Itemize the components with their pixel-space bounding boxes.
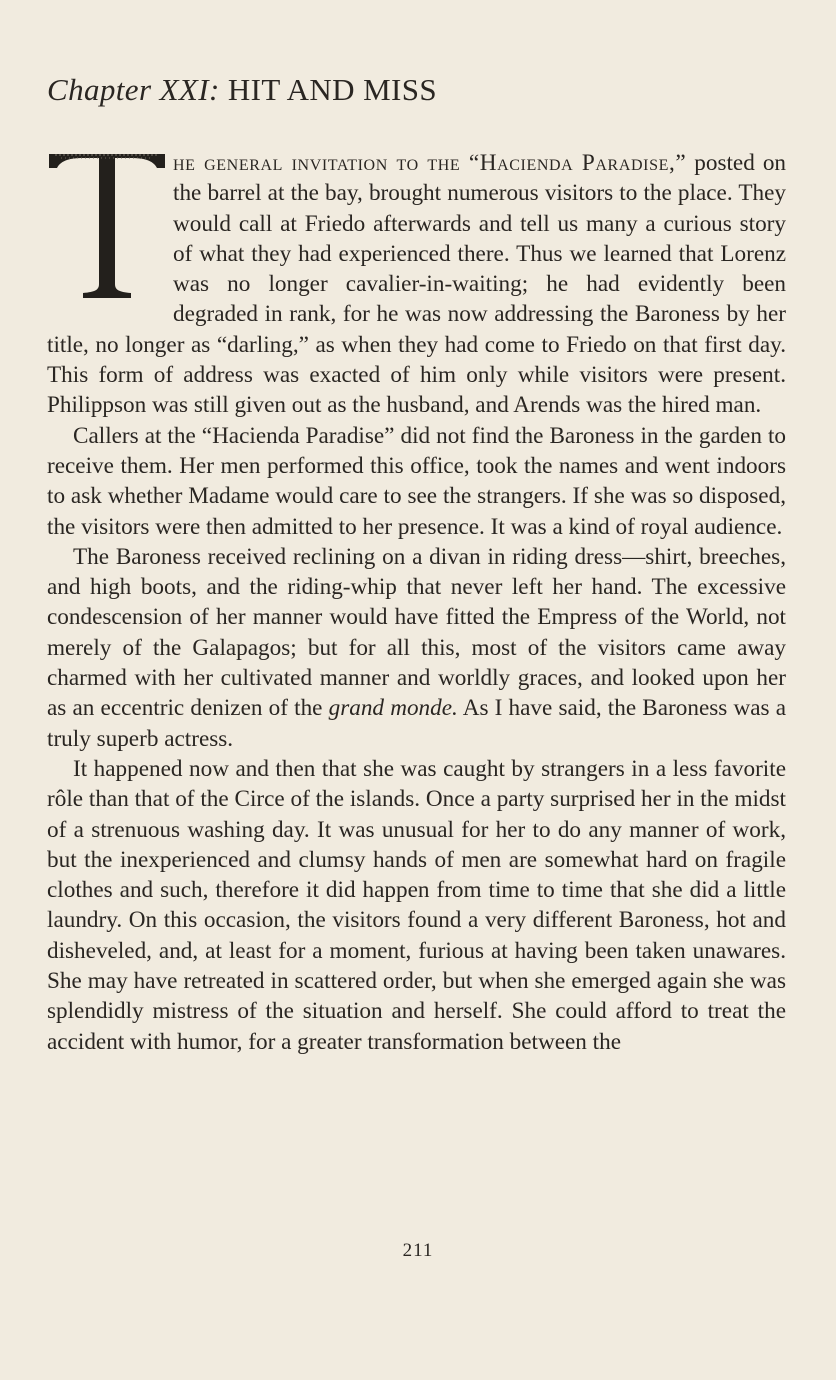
paragraph-1 bbox=[47, 148, 786, 421]
paragraph-3-text-before: The Baroness received reclining on a divan in riding dress—shirt, breeches, and high boots, and the riding-whip that never left her hand. The excessive condescension of her manner would have fitted the Empress of the World, not merely of the Galapagos; but for all this, most of the visitors came away charmed with her cultivated manner and worldly graces, and looked upon her as an eccentric denizen of the bbox=[47, 543, 786, 722]
chapter-title: HIT AND MISS bbox=[227, 72, 438, 107]
paragraph-3-italic-phrase: grand monde. bbox=[328, 695, 458, 722]
paragraph-3-text-after: As I have said, the Baroness was a truly superb actress. bbox=[47, 695, 786, 752]
body-text bbox=[47, 148, 786, 1057]
chapter-label: Chapter XXI: bbox=[47, 72, 220, 107]
paragraph-4: It happened now and then that she was caught by strangers in a less favorite rôle than that of the Circe of the islands. Once a party surprised her in the midst of a strenuous washing day. It was unusual for her to do any manner of work, but the inexperienced and clumsy hands of men are somewhat hard on fragile clothes and such, therefore it did happen from time to time that she did a little laundry. On this occasion, the visitors found a very different Baroness, hot and disheveled, and, at least for a moment, furious at having been taken unawares. She may have retreated in scattered order, but when she emerged again she was splendidly mistress of the situation and herself. She could afford to treat the accident with humor, for a greater transformation between the bbox=[47, 755, 786, 1055]
paragraph-3 bbox=[47, 542, 786, 754]
paragraph-1-lead: he general invitation to the “Hacienda Paradise,” bbox=[173, 150, 687, 176]
paragraph-2: Callers at the “Hacienda Paradise” did not find the Baroness in the garden to receive them. Her men performed this office, took the names and went indoors to ask whether Madame would care to see the strangers. If she was so disposed, the visitors were then admitted to her presence. It was a kind of royal audience. bbox=[47, 422, 786, 540]
chapter-heading bbox=[47, 72, 437, 108]
drop-cap bbox=[47, 146, 167, 306]
paragraph-1-text: posted on the barrel at the bay, brought numerous visitors to the place. They would call at Friedo afterwards and tell us many a curious story of what they had experienced there. Thus we learned that Lorenz was no longer cavalier-in-waiting; he had evidently been degraded in rank, for he was now addressing the Baroness by her title, no longer as “darling,” as when they had come to Friedo on that first day. This form of address was exacted of him only while visitors were present. Philippson was still given out as the husband, and Arends was the hired man. bbox=[47, 150, 787, 419]
page-number: 211 bbox=[402, 1240, 434, 1261]
drop-cap-letter-icon bbox=[47, 146, 167, 306]
